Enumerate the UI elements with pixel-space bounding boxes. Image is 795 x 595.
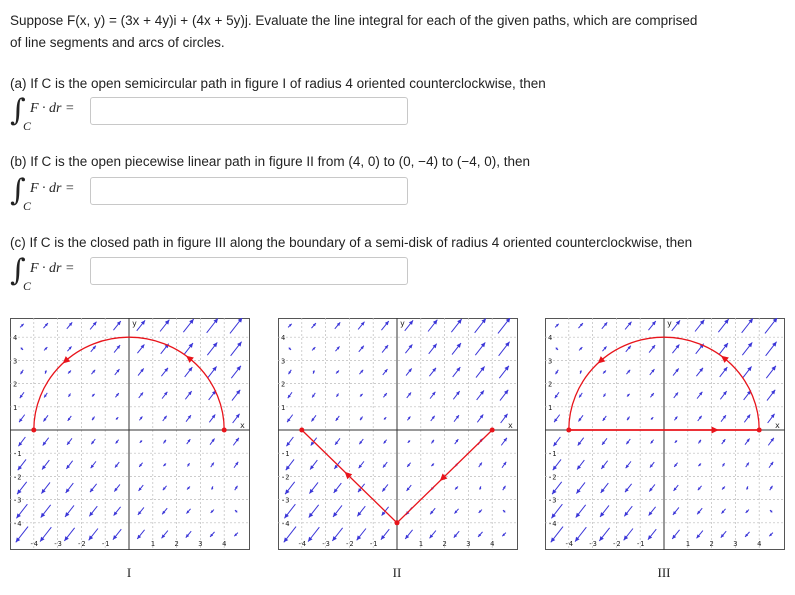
- y-tick-label: -3: [281, 496, 290, 505]
- part-b-prompt: (b) If C is the open piecewise linear path in figure II from (4, 0) to (0, −4) to (−4, 0), then: [10, 154, 531, 169]
- integral-sign-icon: ∫: [10, 253, 26, 288]
- y-tick-label: -1: [281, 450, 290, 459]
- y-tick-label: -1: [548, 450, 557, 459]
- intro-line-1: Suppose F(x, y) = (3x + 4y)i + (4x + 5y)j. Evaluate the line integral for each of the given paths, which are comprised: [10, 13, 698, 28]
- integral-subscript: C: [23, 199, 32, 213]
- x-tick-label: -1: [368, 540, 378, 548]
- intro-line-2: of line segments and arcs of circles.: [10, 35, 225, 50]
- y-axis-name: y: [667, 319, 672, 328]
- y-tick-label: 1: [13, 403, 18, 412]
- path-endpoint: [395, 520, 400, 525]
- path-endpoint: [490, 428, 495, 433]
- plot-frame: [11, 319, 250, 550]
- path-endpoint: [31, 428, 36, 433]
- integral-expression: F · dr =: [30, 181, 75, 196]
- part-c-answer-input[interactable]: [90, 257, 408, 285]
- x-tick-label: 3: [198, 540, 203, 548]
- integral-sign-icon: ∫: [10, 173, 26, 208]
- x-tick-label: 1: [418, 540, 423, 548]
- x-tick-label: 2: [442, 540, 447, 548]
- x-tick-label: -4: [297, 540, 307, 548]
- x-tick-label: -2: [345, 540, 354, 548]
- y-tick-label: 3: [13, 357, 18, 366]
- x-tick-label: 3: [466, 540, 471, 548]
- x-tick-label: -3: [588, 540, 597, 548]
- x-tick-label: -3: [53, 540, 62, 548]
- x-tick-label: -4: [29, 540, 39, 548]
- x-tick-label: -1: [100, 540, 110, 548]
- figure-i-label: I: [126, 565, 132, 580]
- y-tick-label: -4: [13, 519, 22, 528]
- part-b-answer-input[interactable]: [90, 177, 408, 205]
- integral-subscript: C: [23, 279, 32, 293]
- part-c-prompt: (c) If C is the closed path in figure III along the boundary of a semi-disk of radius 4 oriented counterclockwise, then: [10, 235, 693, 250]
- figure-i-vector-field: [10, 318, 250, 550]
- y-tick-label: -3: [548, 496, 557, 505]
- plot-frame: [546, 319, 785, 550]
- part-a-prompt: (a) If C is the open semicircular path in figure I of radius 4 oriented counterclockwise, then: [10, 76, 546, 91]
- y-tick-label: 3: [548, 357, 553, 366]
- x-tick-label: -2: [77, 540, 86, 548]
- y-tick-label: -2: [281, 473, 290, 482]
- x-axis-name: x: [240, 421, 245, 430]
- figure-ii-label: II: [392, 565, 402, 580]
- y-tick-label: 1: [548, 403, 553, 412]
- path-endpoint: [299, 428, 304, 433]
- path-endpoint: [757, 428, 762, 433]
- figure-ii-vector-field: [278, 318, 518, 550]
- y-axis-name: y: [132, 319, 137, 328]
- path-endpoint: [566, 428, 571, 433]
- figure-iii-vector-field: [545, 318, 785, 550]
- y-tick-label: -2: [13, 473, 22, 482]
- x-tick-label: 1: [685, 540, 690, 548]
- x-axis-name: x: [508, 421, 513, 430]
- y-tick-label: -3: [13, 496, 22, 505]
- integral-expression: F · dr =: [30, 261, 75, 276]
- y-tick-label: 4: [281, 334, 286, 343]
- path-endpoint: [222, 428, 227, 433]
- y-tick-label: 4: [548, 334, 553, 343]
- x-tick-label: 2: [709, 540, 714, 548]
- x-axis-name: x: [775, 421, 780, 430]
- figure-iii-label: III: [657, 565, 671, 580]
- integral-expression: F · dr =: [30, 101, 75, 116]
- y-axis-name: y: [400, 319, 405, 328]
- x-tick-label: 1: [150, 540, 155, 548]
- integral-sign-icon: ∫: [10, 93, 26, 128]
- x-tick-label: 2: [174, 540, 179, 548]
- x-tick-label: -4: [564, 540, 574, 548]
- y-tick-label: 3: [281, 357, 286, 366]
- y-tick-label: -4: [281, 519, 290, 528]
- x-tick-label: -3: [321, 540, 330, 548]
- x-tick-label: 4: [222, 540, 227, 548]
- x-tick-label: 4: [757, 540, 762, 548]
- y-tick-label: 2: [281, 380, 286, 389]
- y-tick-label: 2: [13, 380, 18, 389]
- x-tick-label: 4: [490, 540, 495, 548]
- x-tick-label: 3: [733, 540, 738, 548]
- x-tick-label: -1: [635, 540, 645, 548]
- y-tick-label: -1: [13, 450, 22, 459]
- plot-frame: [279, 319, 518, 550]
- y-tick-label: 2: [548, 380, 553, 389]
- y-tick-label: -2: [548, 473, 557, 482]
- y-tick-label: -4: [548, 519, 557, 528]
- part-a-answer-input[interactable]: [90, 97, 408, 125]
- y-tick-label: 4: [13, 334, 18, 343]
- integral-subscript: C: [23, 119, 32, 133]
- y-tick-label: 1: [281, 403, 286, 412]
- x-tick-label: -2: [612, 540, 621, 548]
